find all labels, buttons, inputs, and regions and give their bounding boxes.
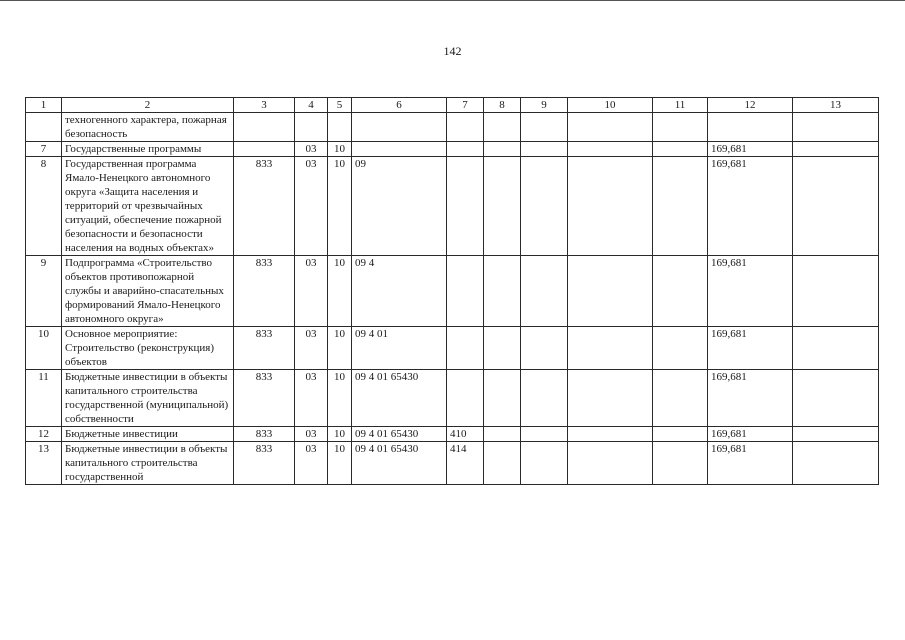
table-cell: 833 [234, 327, 295, 370]
table-cell: 03 [295, 142, 328, 157]
table-cell: 833 [234, 442, 295, 485]
table-cell: 8 [26, 157, 62, 256]
table-cell [484, 142, 521, 157]
table-cell: 7 [26, 142, 62, 157]
table-cell: 10 [328, 256, 352, 327]
table-cell [484, 113, 521, 142]
table-cell [793, 256, 879, 327]
table-cell: Бюджетные инвестиции в объекты капитального строительства государственной (муниципальной) собственности [62, 370, 234, 427]
table-cell [568, 256, 653, 327]
table-cell [484, 157, 521, 256]
table-cell: 09 [352, 157, 447, 256]
table-cell [653, 256, 708, 327]
table-row [26, 113, 879, 142]
table-cell: 833 [234, 427, 295, 442]
table-cell: Основное мероприятие: Строительство (реконструкция) объектов [62, 327, 234, 370]
table-cell [568, 370, 653, 427]
table-cell [653, 157, 708, 256]
table-cell [234, 113, 295, 142]
table-cell [447, 370, 484, 427]
table-cell [234, 142, 295, 157]
table-cell [352, 113, 447, 142]
table-cell: 03 [295, 442, 328, 485]
table-cell: 10 [328, 370, 352, 427]
header-cell: 10 [568, 98, 653, 113]
table-cell: 10 [328, 157, 352, 256]
table-cell [708, 113, 793, 142]
header-cell: 5 [328, 98, 352, 113]
header-cell: 2 [62, 98, 234, 113]
table-cell: 10 [26, 327, 62, 370]
table-cell [521, 442, 568, 485]
table-cell [653, 442, 708, 485]
table-cell: 414 [447, 442, 484, 485]
table-row [26, 442, 879, 485]
table-cell: 169,681 [708, 142, 793, 157]
table-cell: 03 [295, 327, 328, 370]
table-cell [447, 113, 484, 142]
table-cell: 410 [447, 427, 484, 442]
table-cell: 03 [295, 370, 328, 427]
table-cell [568, 327, 653, 370]
table-cell [521, 157, 568, 256]
header-cell: 12 [708, 98, 793, 113]
header-cell: 6 [352, 98, 447, 113]
table-cell [521, 327, 568, 370]
top-rule [0, 0, 905, 1]
table-cell [568, 157, 653, 256]
table-cell [521, 427, 568, 442]
table-cell [568, 113, 653, 142]
table-cell [447, 256, 484, 327]
table-cell: Бюджетные инвестиции в объекты капитального строительства государственной [62, 442, 234, 485]
table-cell [568, 142, 653, 157]
table-cell [653, 113, 708, 142]
table-cell: 833 [234, 157, 295, 256]
table-cell: 9 [26, 256, 62, 327]
table-cell: Государственная программа Ямало-Ненецкого автономного округа «Защита населения и территорий от чрезвычайных ситуаций, обеспечение пожарной безопасности и безопасности населения на водных объектах» [62, 157, 234, 256]
table-cell: техногенного характера, пожарная безопасность [62, 113, 234, 142]
header-cell: 1 [26, 98, 62, 113]
table-row [26, 370, 879, 427]
table-cell: 03 [295, 157, 328, 256]
table-cell: 03 [295, 427, 328, 442]
table-row [26, 427, 879, 442]
table-cell [793, 370, 879, 427]
table-cell: 833 [234, 370, 295, 427]
table-cell [484, 370, 521, 427]
table-cell: 169,681 [708, 442, 793, 485]
table-cell: 169,681 [708, 157, 793, 256]
table-cell [26, 113, 62, 142]
table-cell [484, 427, 521, 442]
table-cell: 09 4 01 [352, 327, 447, 370]
table-cell [521, 142, 568, 157]
header-cell: 4 [295, 98, 328, 113]
table-cell [793, 327, 879, 370]
table-cell [521, 113, 568, 142]
table-cell [447, 157, 484, 256]
table-cell [793, 113, 879, 142]
table-cell: 09 4 01 65430 [352, 370, 447, 427]
table-cell [484, 256, 521, 327]
header-cell: 11 [653, 98, 708, 113]
table-cell [484, 442, 521, 485]
table-cell: 09 4 01 65430 [352, 442, 447, 485]
table-cell: 10 [328, 327, 352, 370]
header-cell: 9 [521, 98, 568, 113]
table-cell [793, 442, 879, 485]
table-cell: 833 [234, 256, 295, 327]
table-cell: Государственные программы [62, 142, 234, 157]
header-cell: 3 [234, 98, 295, 113]
table-cell: 12 [26, 427, 62, 442]
header-cell: 8 [484, 98, 521, 113]
table-cell: 169,681 [708, 427, 793, 442]
table-cell: Бюджетные инвестиции [62, 427, 234, 442]
table-cell [328, 113, 352, 142]
table-cell [521, 256, 568, 327]
header-cell: 13 [793, 98, 879, 113]
page-number: 142 [443, 44, 462, 58]
header-cell: 7 [447, 98, 484, 113]
table-cell [653, 427, 708, 442]
table-cell [568, 442, 653, 485]
table-cell: 10 [328, 427, 352, 442]
table-cell [568, 427, 653, 442]
table-cell [793, 427, 879, 442]
table-row [26, 142, 879, 157]
table-cell: 10 [328, 442, 352, 485]
table-cell [653, 327, 708, 370]
table-cell [521, 370, 568, 427]
table-cell: Подпрограмма «Строительство объектов противопожарной службы и аварийно-спасательных формирований Ямало-Ненецкого автономного округа» [62, 256, 234, 327]
table-cell: 13 [26, 442, 62, 485]
table-row [26, 256, 879, 327]
table-cell [295, 113, 328, 142]
table-row [26, 327, 879, 370]
table-cell: 169,681 [708, 327, 793, 370]
table-cell: 09 4 [352, 256, 447, 327]
table-cell: 09 4 01 65430 [352, 427, 447, 442]
table-row [26, 157, 879, 256]
table-cell [653, 142, 708, 157]
table-header-row [26, 98, 879, 113]
table-cell: 03 [295, 256, 328, 327]
table-cell: 169,681 [708, 370, 793, 427]
table-cell [793, 142, 879, 157]
table-cell [447, 142, 484, 157]
table-cell: 10 [328, 142, 352, 157]
table-cell: 11 [26, 370, 62, 427]
budget-table [25, 97, 879, 485]
table-cell [447, 327, 484, 370]
table-body [26, 113, 879, 485]
table-cell [352, 142, 447, 157]
table-cell [484, 327, 521, 370]
table-cell [653, 370, 708, 427]
table-cell: 169,681 [708, 256, 793, 327]
table-cell [793, 157, 879, 256]
